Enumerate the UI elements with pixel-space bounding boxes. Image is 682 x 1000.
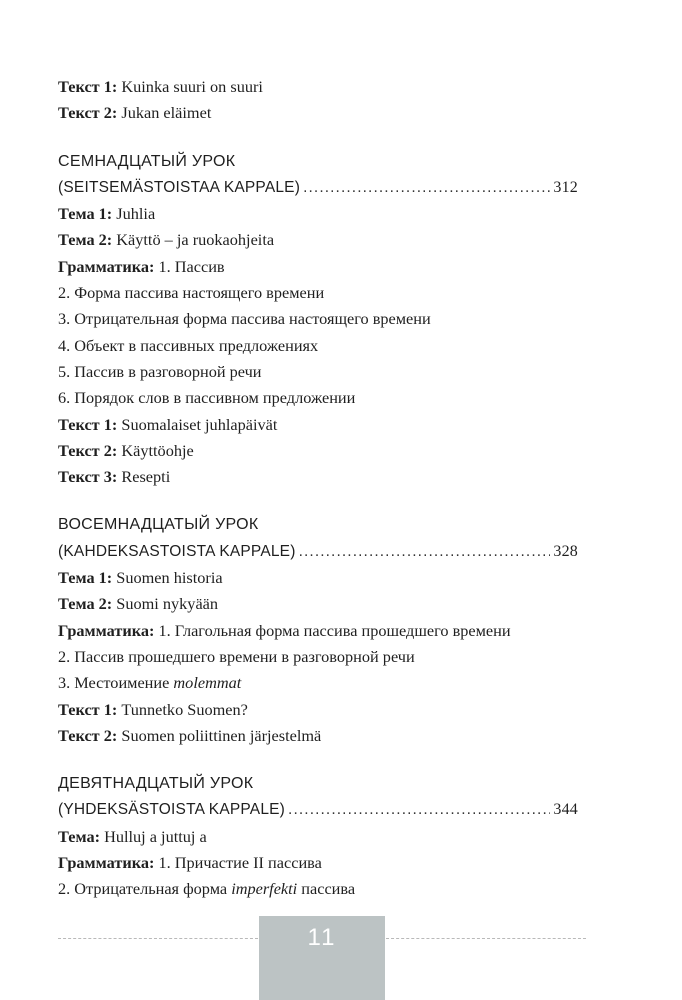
line-text: Juhlia bbox=[112, 204, 156, 224]
page-number-box bbox=[259, 916, 385, 1000]
toc-line bbox=[58, 438, 578, 464]
line-label: Тема 1: bbox=[58, 568, 113, 588]
toc-line bbox=[58, 591, 578, 617]
page-ref: 328 bbox=[553, 542, 578, 560]
lesson-heading: ВОСЕМНАДЦАТЫЙ УРОК bbox=[58, 516, 259, 534]
line-label: Тема 1: bbox=[58, 204, 113, 224]
toc-line bbox=[58, 201, 578, 227]
line-text: Kuinka suuri on suuri bbox=[117, 77, 263, 96]
line-text: Suomen historia bbox=[112, 568, 223, 588]
toc-entry-row[interactable] bbox=[58, 175, 578, 201]
line-text: Suomalaiset juhlapäivät bbox=[117, 414, 278, 434]
toc-line bbox=[58, 280, 578, 306]
toc-line bbox=[58, 850, 578, 876]
lesson-heading: СЕМНАДЦАТЫЙ УРОК bbox=[58, 152, 236, 170]
line-text: 1. Причастие II пассива bbox=[154, 853, 322, 873]
toc-entry-row[interactable] bbox=[58, 539, 578, 565]
toc-line bbox=[58, 74, 578, 100]
toc-line bbox=[58, 306, 578, 332]
line-label: Текст 3: bbox=[58, 467, 118, 487]
line-label: Текст 2: bbox=[58, 103, 118, 123]
line-label: Тема: bbox=[58, 826, 101, 846]
toc-line bbox=[58, 565, 578, 591]
toc-line bbox=[58, 254, 578, 280]
line-text: 6. Порядок слов в пассивном предложении bbox=[58, 388, 356, 408]
line-text: 3. Местоимение bbox=[58, 673, 174, 693]
italic-term: molemmat bbox=[173, 673, 242, 693]
line-label: Грамматика: bbox=[58, 853, 155, 873]
dot-leader bbox=[299, 539, 551, 565]
toc-line bbox=[58, 697, 578, 723]
line-label: Текст 1: bbox=[58, 77, 118, 96]
page-number: 11 bbox=[307, 924, 337, 951]
line-text: Resepti bbox=[117, 467, 171, 487]
line-label: Текст 2: bbox=[58, 725, 118, 745]
line-text: 2. Пассив прошедшего времени в разговорной речи bbox=[58, 646, 415, 666]
line-text: 3. Отрицательная форма пассива настоящего времени bbox=[58, 309, 431, 329]
line-text: 2. Отрицательная форма bbox=[58, 879, 232, 899]
line-text: Käyttöohje bbox=[117, 440, 194, 460]
toc-line bbox=[58, 333, 578, 359]
line-text: 5. Пассив в разговорной речи bbox=[58, 361, 262, 381]
line-label: Текст 1: bbox=[58, 699, 118, 719]
line-text: 1. Глагольная форма пассива прошедшего времени bbox=[154, 620, 511, 640]
toc-line bbox=[58, 412, 578, 438]
lesson-subtitle: (KAHDEKSASTOISTA KAPPALE) bbox=[58, 542, 296, 560]
page-ref: 312 bbox=[553, 178, 578, 196]
line-label: Тема 2: bbox=[58, 594, 113, 614]
line-label: Текст 2: bbox=[58, 440, 118, 460]
footer-divider-left bbox=[58, 938, 258, 939]
line-text: Tunnetko Suomen? bbox=[117, 699, 248, 719]
line-text: 2. Форма пассива настоящего времени bbox=[58, 283, 325, 303]
line-text: Käyttö – ja ruokaohjeita bbox=[112, 230, 275, 250]
line-label: Грамматика: bbox=[58, 620, 155, 640]
toc-line bbox=[58, 876, 578, 902]
toc-entry-row[interactable] bbox=[58, 797, 578, 823]
line-label: Текст 1: bbox=[58, 414, 118, 434]
toc-line bbox=[58, 464, 578, 490]
lesson-heading: ДЕВЯТНАДЦАТЫЙ УРОК bbox=[58, 775, 254, 793]
toc-page bbox=[58, 74, 578, 903]
line-text: Suomen poliittinen järjestelmä bbox=[117, 725, 322, 745]
line-text: Hulluj a juttuj a bbox=[100, 826, 207, 846]
line-text: 1. Пассив bbox=[154, 256, 225, 276]
toc-line bbox=[58, 723, 578, 749]
lesson-subtitle: (YHDEKSÄSTOISTA KAPPALE) bbox=[58, 801, 286, 819]
line-text: Jukan eläimet bbox=[117, 103, 212, 123]
line-text: пассива bbox=[297, 879, 356, 899]
line-text: 4. Объект в пассивных предложениях bbox=[58, 335, 319, 355]
dot-leader bbox=[288, 797, 550, 823]
toc-line bbox=[58, 359, 578, 385]
toc-line bbox=[58, 824, 578, 850]
footer-divider-right bbox=[386, 938, 586, 939]
toc-line bbox=[58, 227, 578, 253]
toc-line bbox=[58, 385, 578, 411]
toc-line bbox=[58, 100, 578, 126]
toc-line bbox=[58, 670, 578, 696]
line-label: Тема 2: bbox=[58, 230, 113, 250]
line-label: Грамматика: bbox=[58, 256, 155, 276]
toc-line bbox=[58, 644, 578, 670]
line-text: Suomi nykyään bbox=[112, 594, 219, 614]
italic-term: imperfekti bbox=[231, 879, 298, 899]
page-footer bbox=[0, 914, 682, 1000]
page-ref: 344 bbox=[553, 801, 578, 819]
toc-line bbox=[58, 618, 578, 644]
lesson-subtitle: (SEITSEMÄSTOISTAA KAPPALE) bbox=[58, 178, 301, 196]
dot-leader bbox=[303, 175, 550, 201]
